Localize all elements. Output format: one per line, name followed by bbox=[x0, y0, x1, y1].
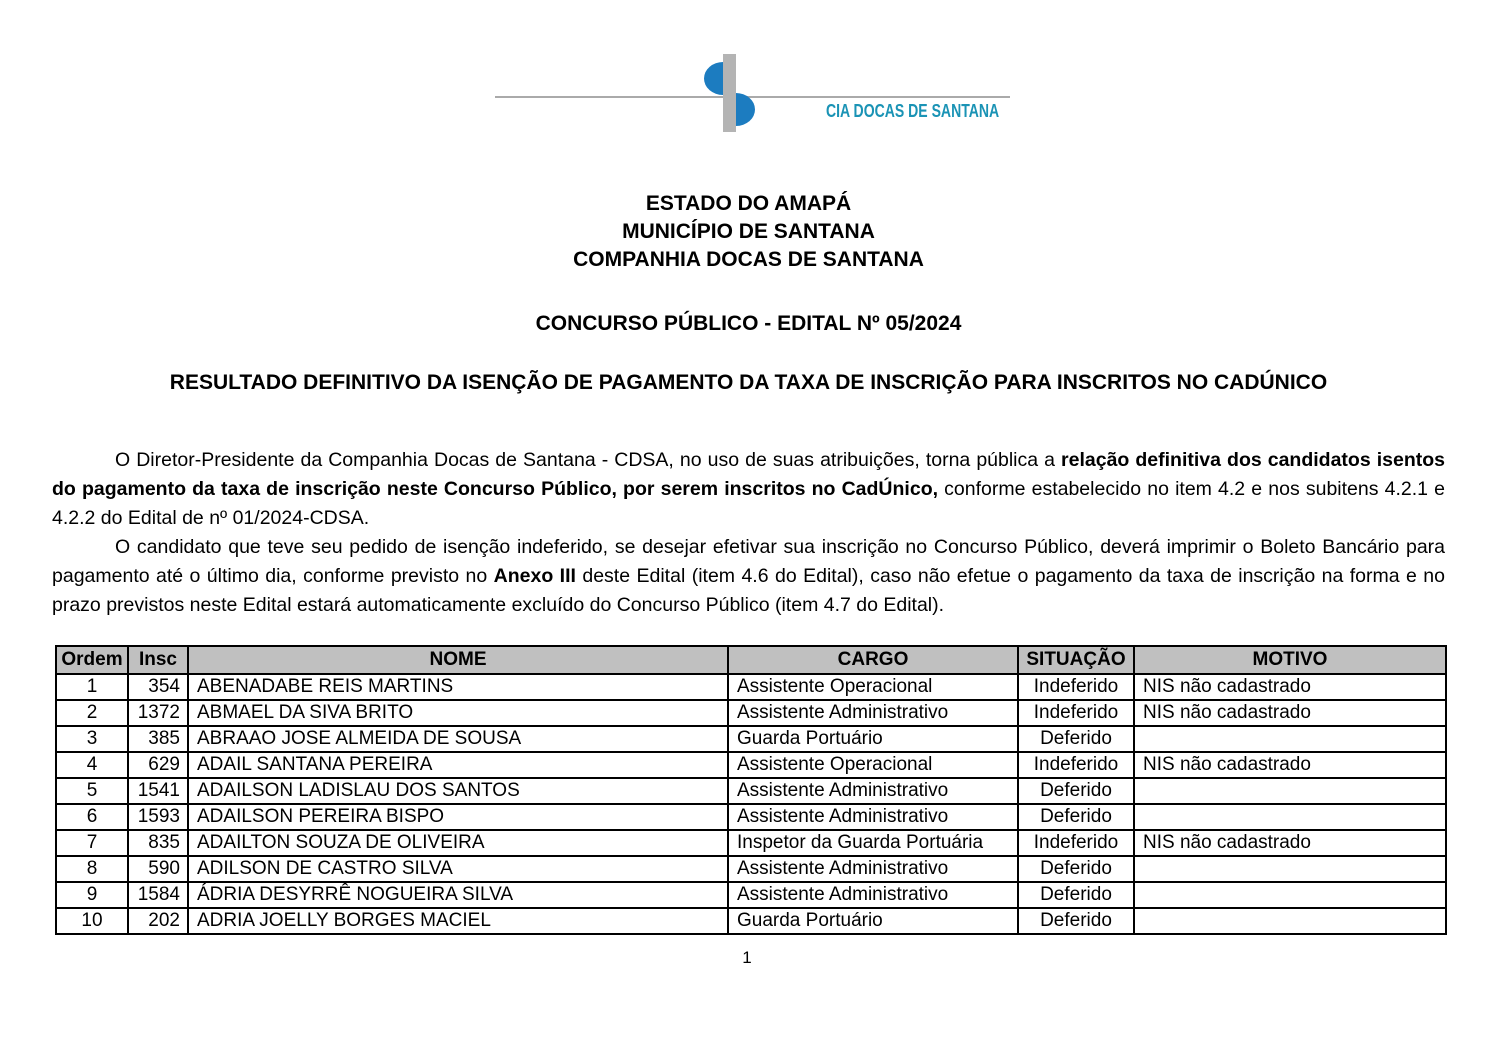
table-cell: 590 bbox=[128, 856, 188, 882]
table-cell: 202 bbox=[128, 908, 188, 934]
table-cell: 2 bbox=[56, 700, 128, 726]
column-header-nome: NOME bbox=[188, 646, 728, 674]
table-header-row bbox=[56, 646, 1446, 674]
table-row bbox=[56, 856, 1446, 882]
paragraph-segment: Anexo III bbox=[493, 565, 576, 587]
table-cell bbox=[1134, 908, 1446, 934]
table-cell: Assistente Administrativo bbox=[728, 804, 1018, 830]
table-row bbox=[56, 674, 1446, 700]
table-cell: Guarda Portuário bbox=[728, 908, 1018, 934]
table-cell bbox=[1134, 726, 1446, 752]
column-header-cargo: CARGO bbox=[728, 646, 1018, 674]
table-row bbox=[56, 908, 1446, 934]
document-title: RESULTADO DEFINITIVO DA ISENÇÃO DE PAGAMENTO DA TAXA DE INSCRIÇÃO PARA INSCRITOS NO CADÚNICO bbox=[169, 371, 1328, 394]
table-cell: 1584 bbox=[128, 882, 188, 908]
column-header-ordem: Ordem bbox=[56, 646, 128, 674]
table-row bbox=[56, 882, 1446, 908]
table-cell: 3 bbox=[56, 726, 128, 752]
paragraph-segment: deste Edital (item 4.6 do Edital), caso não efetue o pagamento da taxa de inscrição na forma e no prazo previstos neste Edital estará automaticamente excluído do Concurso Público (item 4.7 do Edital). bbox=[52, 565, 1445, 616]
table-cell: 354 bbox=[128, 674, 188, 700]
org-headings bbox=[0, 190, 1497, 274]
table-cell: Deferido bbox=[1018, 856, 1134, 882]
table-cell: ADAILSON LADISLAU DOS SANTOS bbox=[188, 778, 728, 804]
table-cell: Assistente Administrativo bbox=[728, 700, 1018, 726]
table-cell: 4 bbox=[56, 752, 128, 778]
paragraph-segment: relação definitiva dos candidatos isentos do pagamento da taxa de inscrição neste Concurso Público, por serem inscritos no CadÚnico, bbox=[52, 449, 1445, 500]
table-cell: 1372 bbox=[128, 700, 188, 726]
table-cell: Assistente Administrativo bbox=[728, 856, 1018, 882]
table-cell: 7 bbox=[56, 830, 128, 856]
table-cell: 9 bbox=[56, 882, 128, 908]
table-cell: 10 bbox=[56, 908, 128, 934]
table-cell: NIS não cadastrado bbox=[1134, 752, 1446, 778]
table-cell bbox=[1134, 882, 1446, 908]
table-cell: Inspetor da Guarda Portuária bbox=[728, 830, 1018, 856]
table-cell: Assistente Administrativo bbox=[728, 882, 1018, 908]
table-cell: 5 bbox=[56, 778, 128, 804]
table-cell: 6 bbox=[56, 804, 128, 830]
paragraph-segment: O candidato que teve seu pedido de isenção indeferido, se desejar efetivar sua inscrição no Concurso Público, deverá imprimir o Boleto Bancário para pagamento até o último dia, conforme previsto no bbox=[52, 536, 1445, 587]
table-row bbox=[56, 700, 1446, 726]
table-cell: Indeferido bbox=[1018, 752, 1134, 778]
logo-org-label: CIA DOCAS DE SANTANA bbox=[826, 101, 1000, 121]
heading-state: ESTADO DO AMAPÁ bbox=[645, 192, 852, 215]
logo-vertical-bar-icon bbox=[723, 54, 736, 132]
heading-company: COMPANHIA DOCAS DE SANTANA bbox=[573, 248, 924, 271]
table-cell: Assistente Administrativo bbox=[728, 778, 1018, 804]
table-cell: ABRAAO JOSE ALMEIDA DE SOUSA bbox=[188, 726, 728, 752]
table-cell: Deferido bbox=[1018, 726, 1134, 752]
table-row bbox=[56, 804, 1446, 830]
paragraph-segment: conforme estabelecido no item 4.2 e nos subitens 4.2.1 e 4.2.2 do Edital de nº 01/2024-CDSA. bbox=[52, 478, 1445, 529]
heading-municipality: MUNICÍPIO DE SANTANA bbox=[622, 220, 875, 243]
paragraph-intro bbox=[52, 446, 1445, 533]
table-cell: Indeferido bbox=[1018, 830, 1134, 856]
table-cell: Assistente Operacional bbox=[728, 674, 1018, 700]
table-cell: ADAILSON PEREIRA BISPO bbox=[188, 804, 728, 830]
table-cell: 8 bbox=[56, 856, 128, 882]
table-body bbox=[56, 674, 1446, 934]
table-cell: ÁDRIA DESYRRÊ NOGUEIRA SILVA bbox=[188, 882, 728, 908]
table-cell: ADAILTON SOUZA DE OLIVEIRA bbox=[188, 830, 728, 856]
paragraph-segment: O Diretor-Presidente da Companhia Docas de Santana - CDSA, no uso de suas atribuições, torna pública a bbox=[115, 449, 1062, 471]
table-cell: Deferido bbox=[1018, 778, 1134, 804]
table-cell: ABENADABE REIS MARTINS bbox=[188, 674, 728, 700]
table-row bbox=[56, 752, 1446, 778]
table-cell: 835 bbox=[128, 830, 188, 856]
table-cell: Indeferido bbox=[1018, 674, 1134, 700]
table-cell: 1593 bbox=[128, 804, 188, 830]
column-header-motivo: MOTIVO bbox=[1134, 646, 1446, 674]
table-cell: Guarda Portuário bbox=[728, 726, 1018, 752]
logo-left-halfcircle-icon bbox=[704, 62, 723, 95]
table-cell: Assistente Operacional bbox=[728, 752, 1018, 778]
column-header-situacao: SITUAÇÃO bbox=[1018, 646, 1134, 674]
table-row bbox=[56, 726, 1446, 752]
table-cell: ADILSON DE CASTRO SILVA bbox=[188, 856, 728, 882]
table-cell: ADAIL SANTANA PEREIRA bbox=[188, 752, 728, 778]
page-number: 1 bbox=[742, 948, 752, 967]
table-cell: Deferido bbox=[1018, 804, 1134, 830]
table-cell: Deferido bbox=[1018, 882, 1134, 908]
table-row bbox=[56, 830, 1446, 856]
table-cell: ADRIA JOELLY BORGES MACIEL bbox=[188, 908, 728, 934]
edital-heading: CONCURSO PÚBLICO - EDITAL Nº 05/2024 bbox=[535, 312, 962, 335]
results-table bbox=[55, 645, 1447, 935]
table-cell: 629 bbox=[128, 752, 188, 778]
table-cell: NIS não cadastrado bbox=[1134, 674, 1446, 700]
table-cell bbox=[1134, 778, 1446, 804]
table-row bbox=[56, 778, 1446, 804]
table-cell: 385 bbox=[128, 726, 188, 752]
table-cell: NIS não cadastrado bbox=[1134, 700, 1446, 726]
logo-horizontal-rule bbox=[495, 96, 1010, 98]
table-cell: NIS não cadastrado bbox=[1134, 830, 1446, 856]
table-cell: Indeferido bbox=[1018, 700, 1134, 726]
table-cell: 1541 bbox=[128, 778, 188, 804]
table-cell bbox=[1134, 856, 1446, 882]
table-cell bbox=[1134, 804, 1446, 830]
column-header-insc: Insc bbox=[128, 646, 188, 674]
table-cell: Deferido bbox=[1018, 908, 1134, 934]
table-cell: ABMAEL DA SIVA BRITO bbox=[188, 700, 728, 726]
table-cell: 1 bbox=[56, 674, 128, 700]
paragraph-instructions bbox=[52, 533, 1445, 620]
